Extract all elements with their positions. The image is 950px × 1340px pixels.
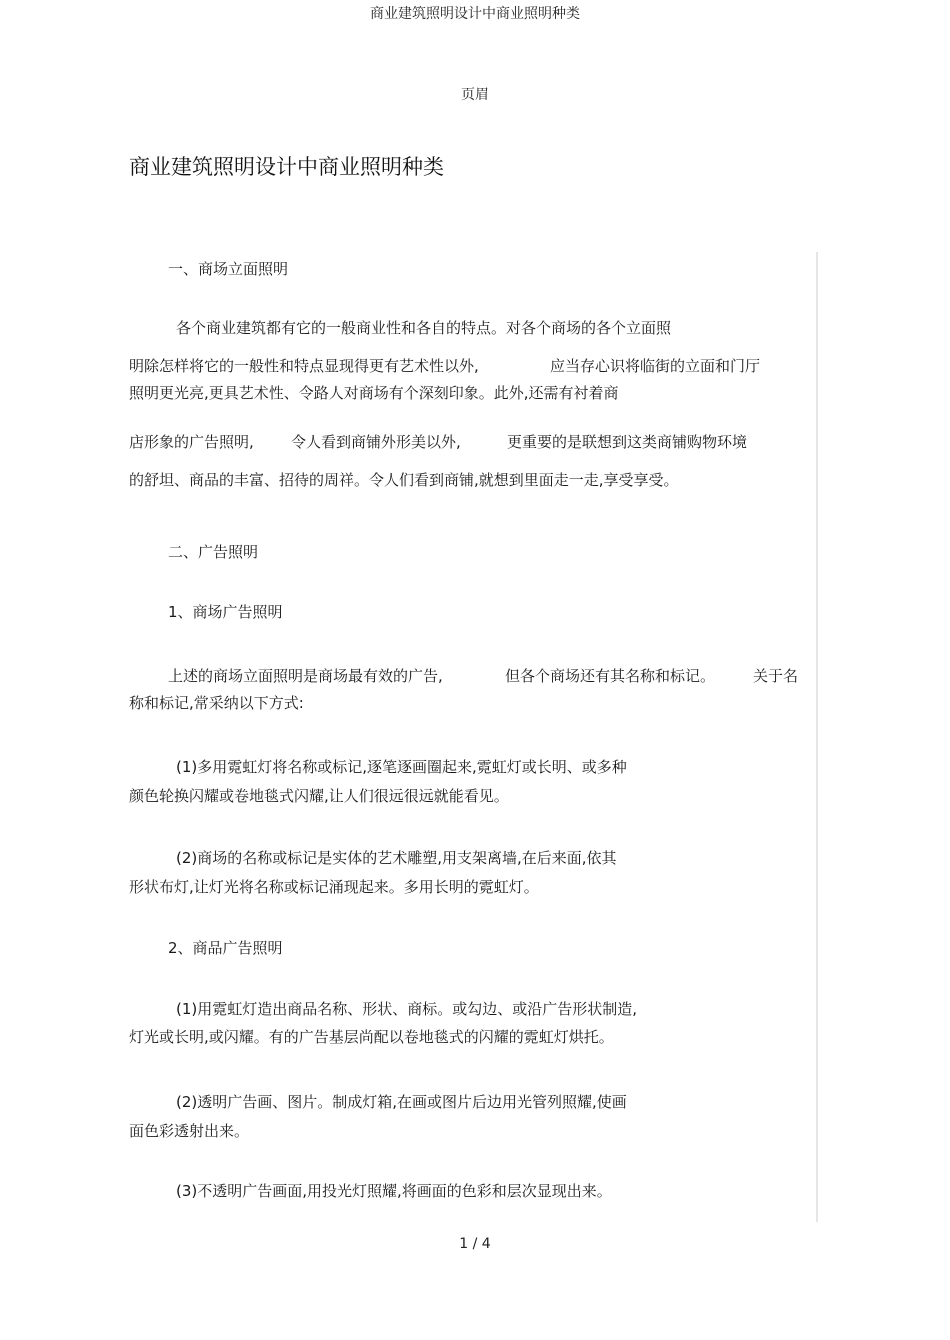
paragraph-3-line-1: (1)多用霓虹灯将名称或标记,逐笔逐画圈起来,霓虹灯或长明、或多种 bbox=[176, 758, 627, 776]
subsection-heading-2-2: 2、商品广告照明 bbox=[168, 939, 283, 957]
top-title: 商业建筑照明设计中商业照明种类 bbox=[370, 6, 580, 22]
paragraph-3-line-2: 颜色轮换闪耀或卷地毯式闪耀,让人们很远很远就能看见。 bbox=[129, 787, 509, 805]
paragraph-1-line-3: 照明更光亮,更具艺术性、令路人对商场有个深刻印象。此外,还需有衬着商 bbox=[129, 384, 619, 402]
paragraph-4-line-1: (2)商场的名称或标记是实体的艺术雕塑,用支架离墙,在后来面,依其 bbox=[176, 849, 617, 867]
paragraph-1-line-5: 的舒坦、商品的丰富、招待的周祥。令人们看到商铺,就想到里面走一走,享受享受。 bbox=[129, 471, 679, 489]
paragraph-6-line-2: 面色彩透射出来。 bbox=[129, 1122, 250, 1140]
subsection-heading-2-1: 1、商场广告照明 bbox=[168, 603, 283, 621]
document-title: 商业建筑照明设计中商业照明种类 bbox=[129, 155, 444, 179]
paragraph-2-line-1a: 上述的商场立面照明是商场最有效的广告, bbox=[168, 667, 443, 685]
paragraph-2-line-2: 称和标记,常采纳以下方式: bbox=[129, 694, 304, 712]
paragraph-1-line-1: 各个商业建筑都有它的一般商业性和各自的特点。对各个商场的各个立面照 bbox=[176, 319, 672, 337]
paragraph-1-line-4a: 店形象的广告照明, bbox=[129, 433, 254, 451]
paragraph-1-line-4c: 更重要的是联想到这类商铺购物环境 bbox=[507, 433, 748, 451]
page-number: 1 / 4 bbox=[459, 1236, 491, 1252]
paragraph-2-line-1b: 但各个商场还有其名称和标记。 bbox=[505, 667, 716, 685]
paragraph-5-line-1: (1)用霓虹灯造出商品名称、形状、商标。或勾边、或沿广告形状制造, bbox=[176, 1000, 638, 1018]
header-label: 页眉 bbox=[461, 87, 489, 103]
section-heading-1: 一、商场立面照明 bbox=[168, 260, 289, 278]
section-heading-2: 二、广告照明 bbox=[168, 543, 259, 561]
right-margin-line bbox=[816, 252, 818, 1222]
paragraph-1-line-4b: 令人看到商铺外形美以外, bbox=[291, 433, 461, 451]
paragraph-2-line-1c: 关于名 bbox=[753, 667, 799, 685]
paragraph-6-line-1: (2)透明广告画、图片。制成灯箱,在画或图片后边用光管列照耀,使画 bbox=[176, 1093, 627, 1111]
paragraph-1-line-2b: 应当存心识将临街的立面和门厅 bbox=[550, 357, 761, 375]
paragraph-1-line-2a: 明除怎样将它的一般性和特点显现得更有艺术性以外, bbox=[129, 357, 479, 375]
paragraph-4-line-2: 形状布灯,让灯光将名称或标记涌现起来。多用长明的霓虹灯。 bbox=[129, 878, 539, 896]
paragraph-5-line-2: 灯光或长明,或闪耀。有的广告基层尚配以卷地毯式的闪耀的霓虹灯烘托。 bbox=[129, 1028, 614, 1046]
paragraph-7-line-1: (3)不透明广告画面,用投光灯照耀,将画面的色彩和层次显现出来。 bbox=[176, 1182, 612, 1200]
